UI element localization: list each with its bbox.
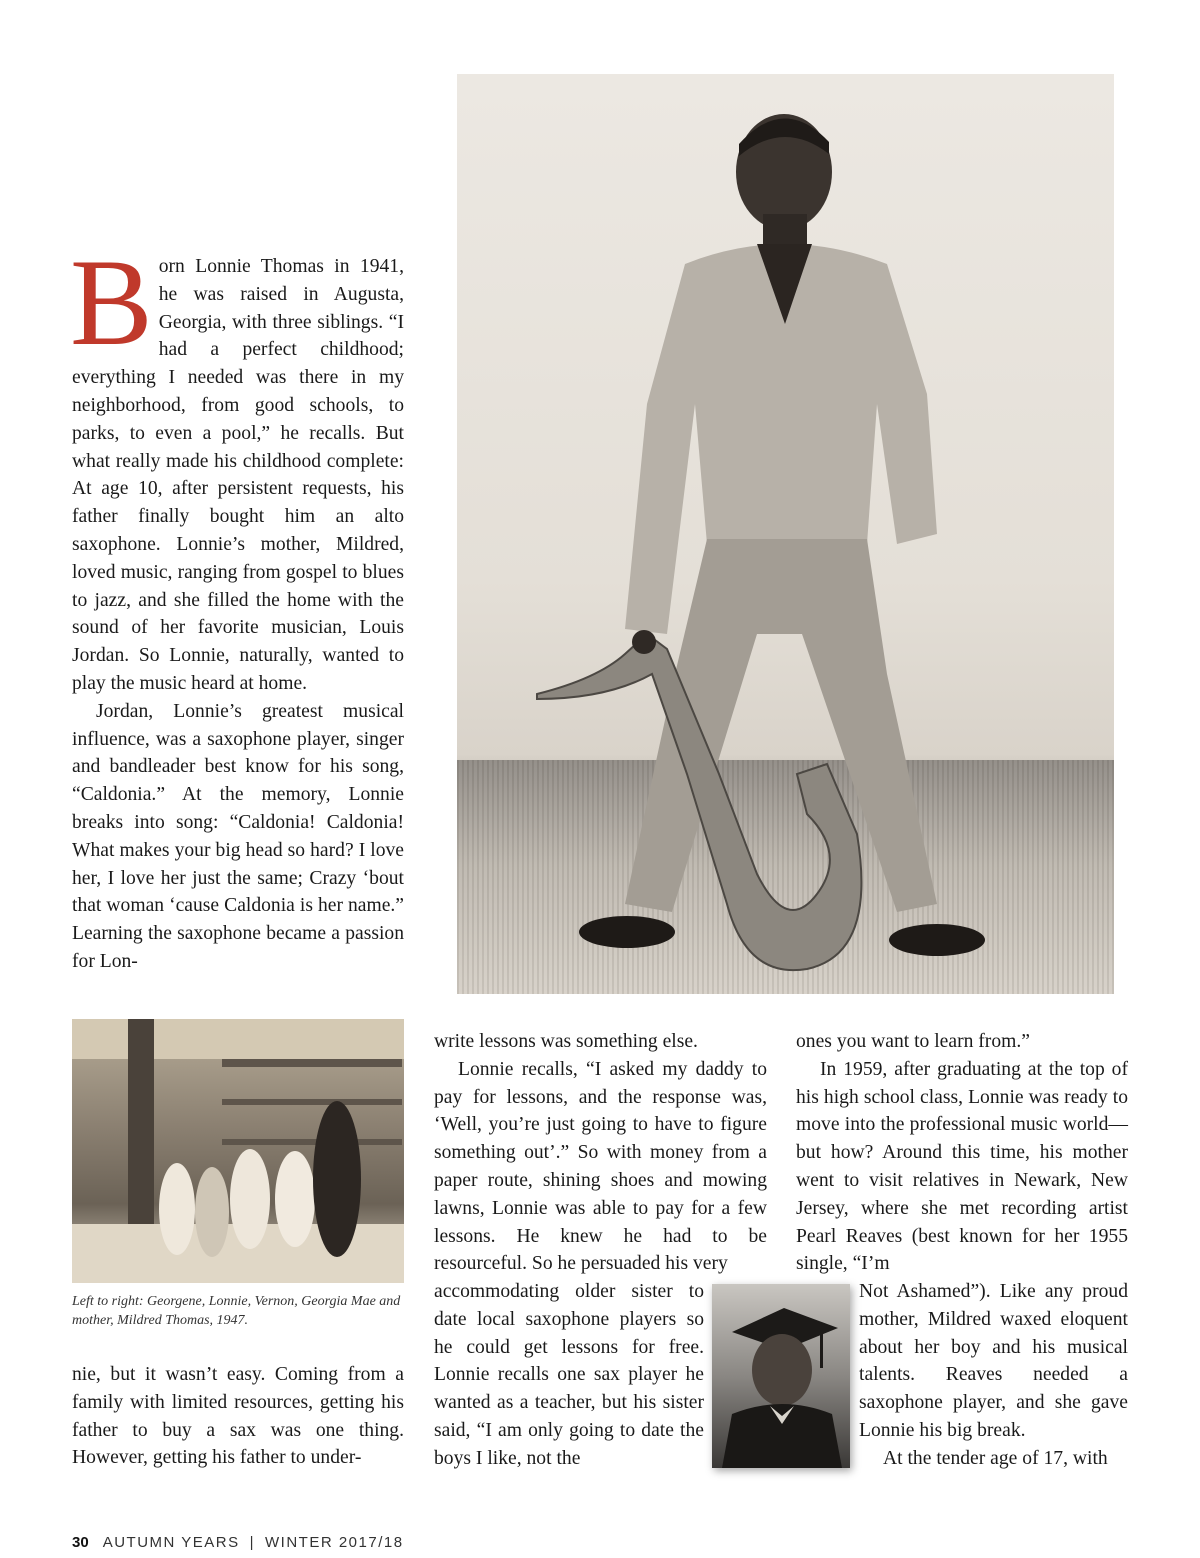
paragraph-3-continued: accommodating older sister to date local saxophone players so he could get lessons for free. Lonnie recalls one sax player he wanted as a teacher, but his sister said, “I am only going to date the boys I like, not the (434, 1281, 704, 1469)
paragraph-2: Jordan, Lonnie’s greatest musical influence, was a saxophone player, singer and bandleader best know for his song, “Caldonia.” At the memory, Lonnie breaks into song: “Caldonia! Caldonia! What makes your big head so hard? I love her, I love her just the same; Crazy ‘bout that woman ‘cause Caldonia is her name.” Learning the saxophone became a passion for Lon- (72, 700, 404, 972)
paragraph-4: In 1959, after graduating at the top of his high school class, Lonnie was ready to move into the professional music world—but how? Around this time, his mother went to visit relatives in Newark, New Jersey, where she met recording artist Pearl Reaves (best known for her 1955 single, “I’m (796, 1058, 1128, 1275)
paragraph-3: Lonnie recalls, “I asked my daddy to pay for lessons, and the response was, ‘Well, you’re just going to have to figure something out’.” So with money from a paper route, shining shoes and mowing lawns, Lonnie was able to pay for a few lessons. He knew he had to be resourceful. So he persuaded his very (434, 1058, 767, 1275)
article-column-3-wrap (859, 1278, 1128, 1473)
paragraph-4-continued: Not Ashamed”). Like any proud mother, Mildred waxed eloquent about her boy and his musical talents. Reaves needed a saxophone player, and she gave Lonnie his big break. (859, 1281, 1128, 1441)
paragraph-5: At the tender age of 17, with (883, 1447, 1108, 1469)
article-column-2 (434, 1028, 767, 1278)
page-number: 30 (72, 1534, 89, 1551)
page-footer (72, 1534, 404, 1551)
family-figures (72, 1019, 404, 1283)
graduate-portrait (712, 1284, 850, 1468)
article-column-1-top (70, 234, 404, 976)
paragraph-2-continued: nie, but it wasn’t easy. Coming from a family with limited resources, getting his father to buy a sax was one thing. However, getting his father to under- (72, 1364, 404, 1469)
graduation-photo (712, 1284, 850, 1468)
paragraph-1: orn Lonnie Thomas in 1941, he was raised in Augusta, Georgia, with three siblings. “I had a perfect childhood; everything I needed was there in my neighborhood, from good schools, to parks, to even a pool,” he recalls. But what really made his childhood complete: At age 10, after persistent requests, his father finally bought him an alto saxophone. Lonnie’s mother, Mildred, loved music, ranging from gospel to blues to jazz, and she filled the home with the sound of her favorite musician, Louis Jordan. So Lonnie, naturally, wanted to play the music heard at home. (72, 256, 404, 694)
paragraph-3-end: ones you want to learn from.” (796, 1031, 1030, 1052)
article-column-3 (796, 1028, 1128, 1278)
footer-separator: | (249, 1534, 256, 1551)
hero-photo-saxophonist (457, 74, 1114, 994)
family-photo-1947 (72, 1019, 404, 1283)
article-column-2-wrap (434, 1278, 704, 1473)
saxophonist-figure (457, 74, 1114, 994)
paragraph-2-final: write lessons was something else. (434, 1031, 698, 1052)
issue-date: WINTER 2017/18 (265, 1534, 404, 1551)
family-photo-caption: Left to right: Georgene, Lonnie, Vernon, Georgia Mae and mother, Mildred Thomas, 1947. (72, 1294, 401, 1328)
publication-name: AUTUMN YEARS (102, 1534, 240, 1551)
drop-cap: B (70, 234, 153, 371)
article-column-1-bottom (72, 1361, 404, 1472)
